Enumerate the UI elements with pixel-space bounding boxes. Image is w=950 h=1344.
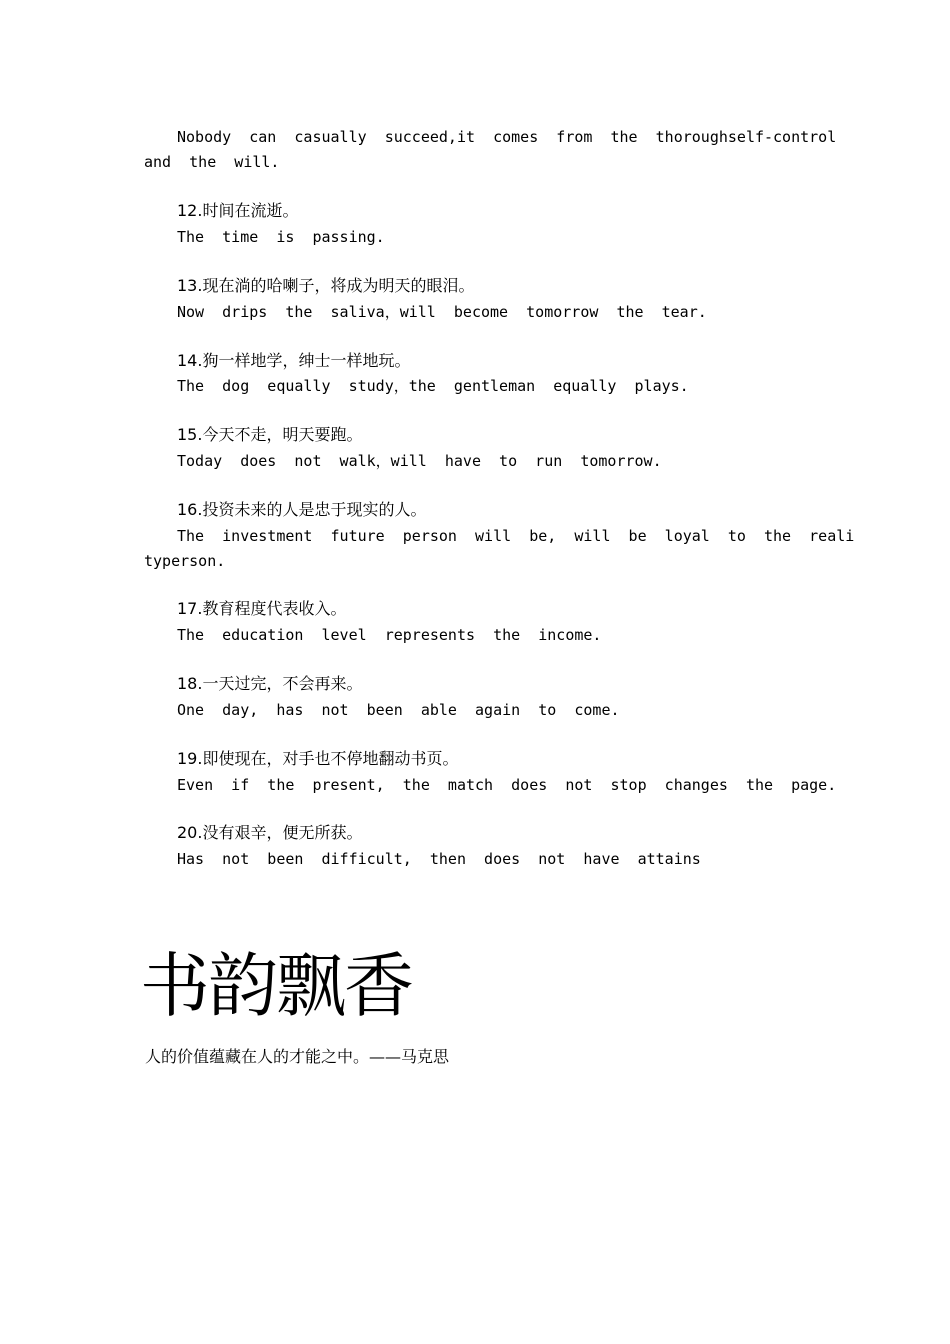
entry-19-chinese: 19.即使现在，对手也不停地翻动书页。 (177, 749, 459, 768)
entry-15-english: Today does not walk，will have to run tomorrow. (177, 452, 662, 470)
entry-16-chinese: 16.投资未来的人是忠于现实的人。 (177, 500, 427, 519)
entry-16-english-line-2: typerson. (144, 552, 226, 570)
entry-13-english: Now drips the saliva，will become tomorrow the tear. (177, 303, 707, 321)
entry-20-chinese: 20.没有艰辛，便无所获。 (177, 823, 363, 842)
entry-12-chinese: 12.时间在流逝。 (177, 201, 299, 220)
entry-14-chinese: 14.狗一样地学，绅士一样地玩。 (177, 351, 411, 370)
entry-15-chinese: 15.今天不走，明天要跑。 (177, 425, 363, 444)
entry-17-chinese: 17.教育程度代表收入。 (177, 599, 347, 618)
entry-18-english: One day, has not been able again to come. (177, 701, 620, 719)
section-title: 书韵飘香 (140, 945, 412, 1027)
entry-13-chinese: 13.现在淌的哈喇子，将成为明天的眼泪。 (177, 276, 475, 295)
entry-12-english: The time is passing. (177, 228, 385, 246)
intro-line-1: Nobody can casually succeed,it comes from the thoroughself-control (177, 128, 837, 146)
entry-16-english-line-1: The investment future person will be, will be loyal to the reali (177, 527, 855, 545)
intro-line-2: and the will. (144, 153, 280, 171)
quote-text: 人的价值蕴藏在人的才能之中。——马克思 (145, 1047, 450, 1066)
entry-19-english: Even if the present, the match does not stop changes the page. (177, 776, 837, 794)
entry-20-english: Has not been difficult, then does not have attains (177, 850, 701, 868)
entry-18-chinese: 18.一天过完，不会再来。 (177, 674, 363, 693)
entry-17-english: The education level represents the income. (177, 626, 602, 644)
entry-14-english: The dog equally study，the gentleman equally plays. (177, 377, 689, 395)
